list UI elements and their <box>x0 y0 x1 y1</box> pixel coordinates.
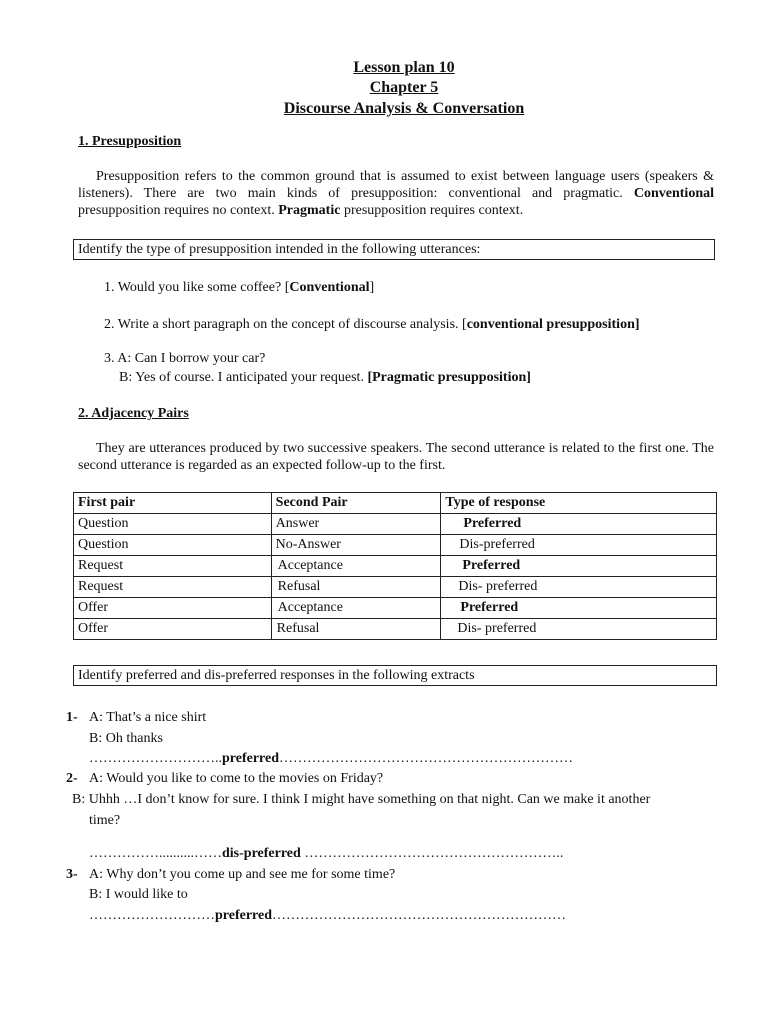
table-row: Request Refusal Dis- preferred <box>74 577 717 598</box>
utterance-item-3a: 3. A: Can I borrow your car? <box>104 351 266 366</box>
extract-number-3: 3- <box>66 867 78 882</box>
adjacency-paragraph: They are utterances produced by two successive speakers. The second utterance is related to the first one. The second utterance is regarded as an expected follow-up to the first. <box>78 441 714 473</box>
presupposition-task-box: Identify the type of presupposition intended in the following utterances: <box>73 239 715 260</box>
presupposition-paragraph: Presupposition refers to the common ground that is assumed to exist between language users (speakers & listeners). There are two main kinds of presupposition: conventional and pragmatic. Conventional presupposition requires no context. Pragmatic presupposition requires context. <box>78 169 714 218</box>
section-heading-adjacency-pairs: 2. Adjacency Pairs <box>78 406 189 421</box>
extract-number-2: 2- <box>66 771 78 786</box>
table-header-row <box>74 493 717 514</box>
extract-2-line-a: A: Would you like to come to the movies on Friday? <box>89 771 384 786</box>
table-row: Offer Acceptance Preferred <box>74 598 717 619</box>
extract-number-1: 1- <box>66 710 78 725</box>
extract-1-line-a: A: That’s a nice shirt <box>89 710 207 725</box>
extracts-task-box: Identify preferred and dis-preferred responses in the following extracts <box>73 665 717 686</box>
lesson-title: Lesson plan 10 <box>353 59 455 76</box>
table-row: Request Acceptance Preferred <box>74 556 717 577</box>
utterance-item-2: 2. Write a short paragraph on the concept of discourse analysis. [conventional presupposition] <box>104 317 640 332</box>
extract-1-line-b: B: Oh thanks <box>89 731 163 746</box>
extract-1-answer-line: ………………………..preferred……………………………………………………… <box>89 751 574 766</box>
extract-2-line-b-cont: time? <box>89 813 121 828</box>
extract-3-answer-line: ………………………preferred……………………………………………………… <box>89 908 567 923</box>
table-row: Question Answer Preferred <box>74 514 717 535</box>
extract-2-line-b: B: Uhhh …I don’t know for sure. I think I might have something on that night. Can we make it another <box>72 792 651 807</box>
header-type-of-response: Type of response <box>445 495 546 510</box>
table-row: Offer Refusal Dis- preferred <box>74 619 717 640</box>
header-second-pair: Second Pair <box>275 495 348 510</box>
topic-title: Discourse Analysis & Conversation <box>283 100 525 117</box>
utterance-item-1: 1. Would you like some coffee? [Conventional] <box>104 280 375 295</box>
header-first-pair: First pair <box>78 495 136 510</box>
extract-2-answer-line: ……………..........……dis-preferred ……………………………………………….. <box>89 846 564 861</box>
extract-3-line-a: A: Why don’t you come up and see me for some time? <box>89 867 396 882</box>
adjacency-pairs-table <box>73 492 717 640</box>
extract-3-line-b: B: I would like to <box>89 887 188 902</box>
utterance-item-3b: B: Yes of course. I anticipated your request. [Pragmatic presupposition] <box>119 370 531 385</box>
table-row: Question No-Answer Dis-preferred <box>74 535 717 556</box>
section-heading-presupposition: 1. Presupposition <box>78 134 182 149</box>
chapter-title: Chapter 5 <box>369 79 439 96</box>
